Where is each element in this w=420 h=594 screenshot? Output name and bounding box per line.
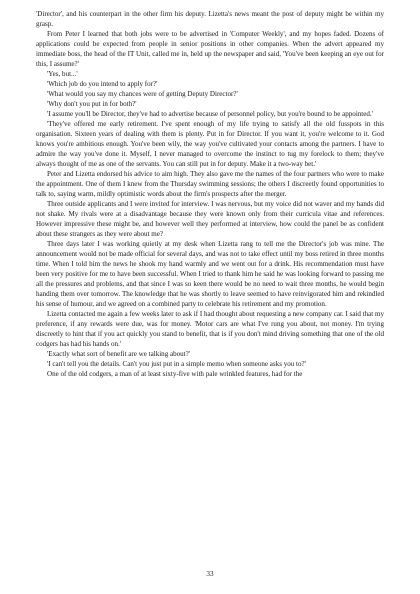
paragraph: Peter and Lizetta endorsed his advice to aim high. They also gave me the names of the four partners who were to make the appointment. One of them I knew from the Thursday swimming sessions; the others I discreetly found opportunities to talk to, saying warm, mildly optimistic words about the firm's prospects after the merger. [36,170,384,198]
paragraph: 'I assume you'll be Director, they've had to advertise because of personnel policy, but you're bound to be appointed.' [47,110,373,118]
paragraph: 'Yes, but...' [47,70,78,78]
paragraph: From Peter I learned that both jobs were to be advertised in 'Computer Weekly', and my hopes faded. Dozens of applications could be expected from people in senior positions in other companies. When the advert appeared my immediate boss, the head of the IT Unit, called me in, held up the newspaper and said, 'You've been keeping an eye out for this, I assume?' [36,30,384,68]
paragraph: 'Which job do you intend to apply for?' [47,80,158,88]
paragraph: 'They've offered me early retirement. I've spent enough of my life trying to satisfy all the old fusspots in this organisation. Sixteen years of dealing with them is plenty. Put in for Director. If you want it, you're welcome to it. God knows you're ambitious enough. You've been wily, the way you've cultivated your contacts among the partners. I have to admire the way you've done it. Myself, I never managed to overcome the instinct to tug my forelock to them; they've always thought of me as one of the servants. You can still put in for deputy. Make it a two-way bet.' [36,120,384,168]
paragraph: One of the old codgers, a man of at least sixty-five with pale wrinkled features, had for the [47,370,303,378]
book-page [36,9,384,585]
paragraph: Lizetta contacted me again a few weeks later to ask if I had thought about requesting a new company car. I said that my preference, if any rewards were due, was for money. 'Motor cars are what I've rung you about, not money. I'm trying discreetly to hint that if you act quickly you stand to benefit, that is if you don't mind driving something that one of the old codgers has had his hands on.' [36,310,384,348]
paragraph: 'Director', and his counterpart in the other firm his deputy. Lizetta's news meant the post of deputy might be within my grasp. [36,10,384,28]
body-text [36,9,384,379]
paragraph: Three outside applicants and I were invited for interview. I was nervous, but my voice did not waver and my hands did not shake. My rivals were at a disadvantage because they were known only from their curricula vitae and references. However impressive these might be, and however well they performed at interview, how could the panel be as confident about these strangers as they were about me? [36,200,384,238]
paragraph: 'I can't tell you the details. Can't you just put in a simple memo when someone asks you to?' [47,360,306,368]
paragraph: 'Exactly what sort of benefit are we talking about?' [47,350,191,358]
page-number: 33 [206,570,214,578]
paragraph: 'Why don't you put in for both?' [47,100,137,108]
paragraph: 'What would you say my chances were of getting Deputy Director?' [47,90,238,98]
paragraph: Three days later I was working quietly at my desk when Lizetta rang to tell me the Director's job was mine. The announcement would not be made official for several days, and was not to take effect until my boss retired in three months time. When I told him the news he shook my hand warmly and we went out for a drink. His recommendation must have been very positive for me to have been successful. When I tried to thank him he said he was looking forward to passing me all the pressures and problems, and that since I was so keen there would be no need to wait three months, he would begin handing them over tomorrow. The knowledge that he was shortly to leave seemed to have reinvigorated him and rekindled his sense of humour, and we agreed on a combined party to celebrate his retirement and my promotion. [36,240,384,308]
